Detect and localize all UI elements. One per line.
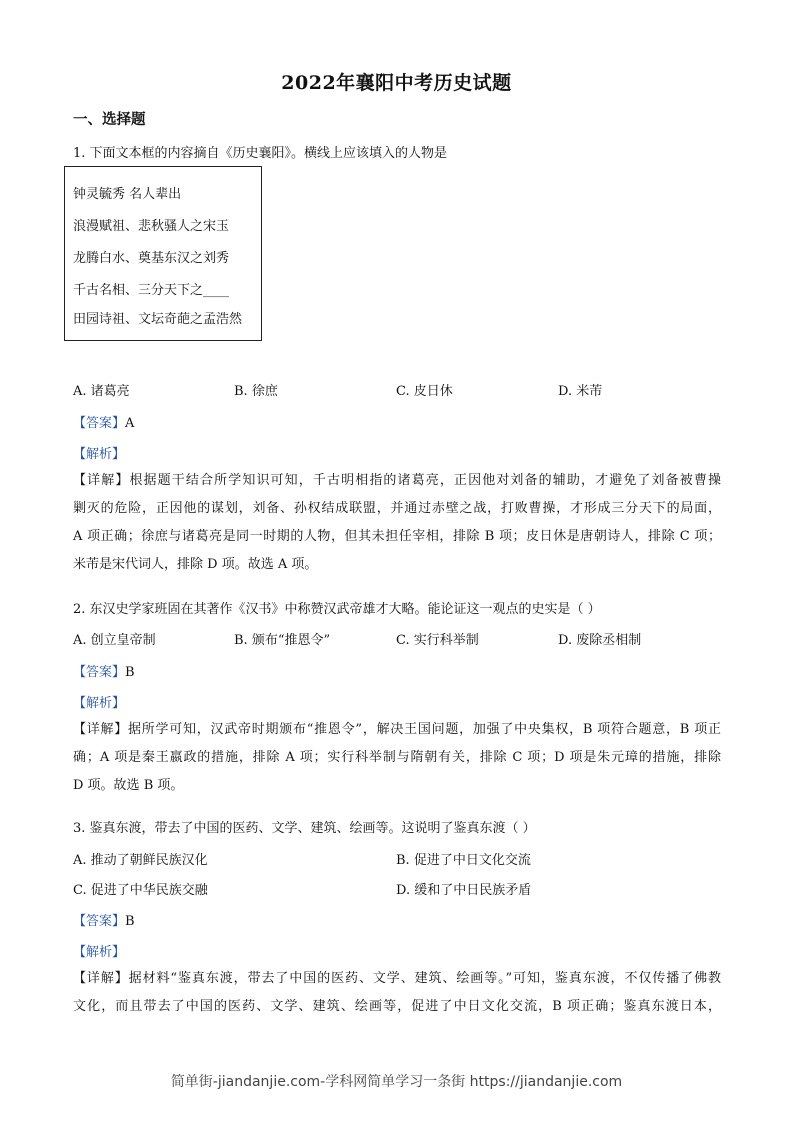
- q1-box-line: 龙腾白水、奠基东汉之刘秀: [73, 251, 230, 266]
- section-heading: 一、选择题: [73, 111, 146, 128]
- q1-detail: [73, 467, 721, 579]
- q2-option-c: C. 实行科举制: [396, 633, 479, 648]
- detail-line: 米芾是宋代词人，排除 D 项。故选 A 项。: [73, 557, 318, 572]
- q1-option-a: A. 诸葛亮: [73, 384, 130, 399]
- answer-value: B: [125, 914, 135, 929]
- q3-option-d: D. 缓和了中日民族矛盾: [396, 883, 532, 898]
- detail-line: 确；A 项是秦王嬴政的措施，排除 A 项；实行科举制与隋朝有关，排除 C 项；D 项是朱元璋的措施，排除: [73, 750, 721, 765]
- page-title: 2022年襄阳中考历史试题: [281, 72, 512, 94]
- q2-option-b: B. 颁布“推恩令”: [234, 633, 331, 648]
- q2-detail: [73, 716, 721, 800]
- detail-line: 文化，而且带去了中国的医药、文学、建筑、绘画等，促进了中日文化交流，B 项正确；鉴真东渡日本，: [73, 999, 721, 1014]
- answer-tag: 【答案】: [73, 416, 126, 431]
- q2-analysis-tag: 【解析】: [73, 696, 126, 711]
- q1-box-line: 千古名相、三分天下之____: [73, 283, 230, 298]
- q3-stem: 3. 鉴真东渡，带去了中国的医药、文学、建筑、绘画等。这说明了鉴真东渡（ ）: [73, 821, 536, 836]
- detail-line: 剿灭的危险，正因他的谋划，刘备、孙权结成联盟，并通过赤壁之战，打败曹操，才形成三分天下的局面，: [73, 501, 721, 516]
- q1-stem: 1. 下面文本框的内容摘自《历史襄阳》。横线上应该填入的人物是: [73, 146, 448, 161]
- q1-answer: [73, 412, 134, 431]
- answer-value: B: [125, 665, 135, 680]
- q1-analysis-tag: 【解析】: [73, 447, 126, 462]
- q2-stem: 2. 东汉史学家班固在其著作《汉书》中称赞汉武帝雄才大略。能论证这一观点的史实是（ ）: [73, 602, 601, 617]
- detail-line: A 项正确；徐庶与诸葛亮是同一时期的人物，但其未担任宰相，排除 B 项；皮日休是唐朝诗人，排除 C 项；: [73, 529, 721, 544]
- detail-line: 【详解】根据题干结合所学知识可知，千古明相指的诸葛亮，正因他对刘备的辅助，才避免了刘备被曹操: [73, 473, 721, 488]
- q2-answer: [73, 661, 135, 680]
- answer-value: A: [125, 416, 135, 431]
- detail-line: D 项。故选 B 项。: [73, 778, 184, 793]
- q1-text-box: [64, 166, 262, 341]
- q3-option-b: B. 促进了中日文化交流: [396, 853, 531, 868]
- q1-box-line: 钟灵毓秀 名人辈出: [73, 187, 182, 202]
- q2-option-a: A. 创立皇帝制: [73, 633, 156, 648]
- page-footer: 简单街-jiandanjie.com-学科网简单学习一条街 https://jiandanjie.com: [170, 1074, 623, 1090]
- q1-box-line: 田园诗祖、文坛奇葩之孟浩然: [73, 312, 243, 327]
- q3-option-c: C. 促进了中华民族交融: [73, 883, 208, 898]
- q2-option-d: D. 废除丞相制: [558, 633, 642, 648]
- answer-tag: 【答案】: [73, 914, 126, 929]
- answer-tag: 【答案】: [73, 665, 126, 680]
- q3-detail: [73, 965, 721, 1021]
- detail-line: 【详解】据所学可知，汉武帝时期颁布“推恩令”，解决王国问题，加强了中央集权，B 项符合题意，B 项正: [73, 722, 721, 737]
- q1-box-line: 浪漫赋祖、悲秋骚人之宋玉: [73, 219, 230, 234]
- q3-option-a: A. 推动了朝鲜民族汉化: [73, 853, 208, 868]
- q3-answer: [73, 910, 135, 929]
- q3-analysis-tag: 【解析】: [73, 945, 126, 960]
- detail-line: 【详解】据材料“鉴真东渡，带去了中国的医药、文学、建筑、绘画等。”可知，鉴真东渡，不仅传播了佛教: [73, 971, 721, 986]
- q1-option-d: D. 米芾: [558, 384, 603, 399]
- q1-option-c: C. 皮日休: [396, 384, 453, 399]
- q1-option-b: B. 徐庶: [234, 384, 278, 399]
